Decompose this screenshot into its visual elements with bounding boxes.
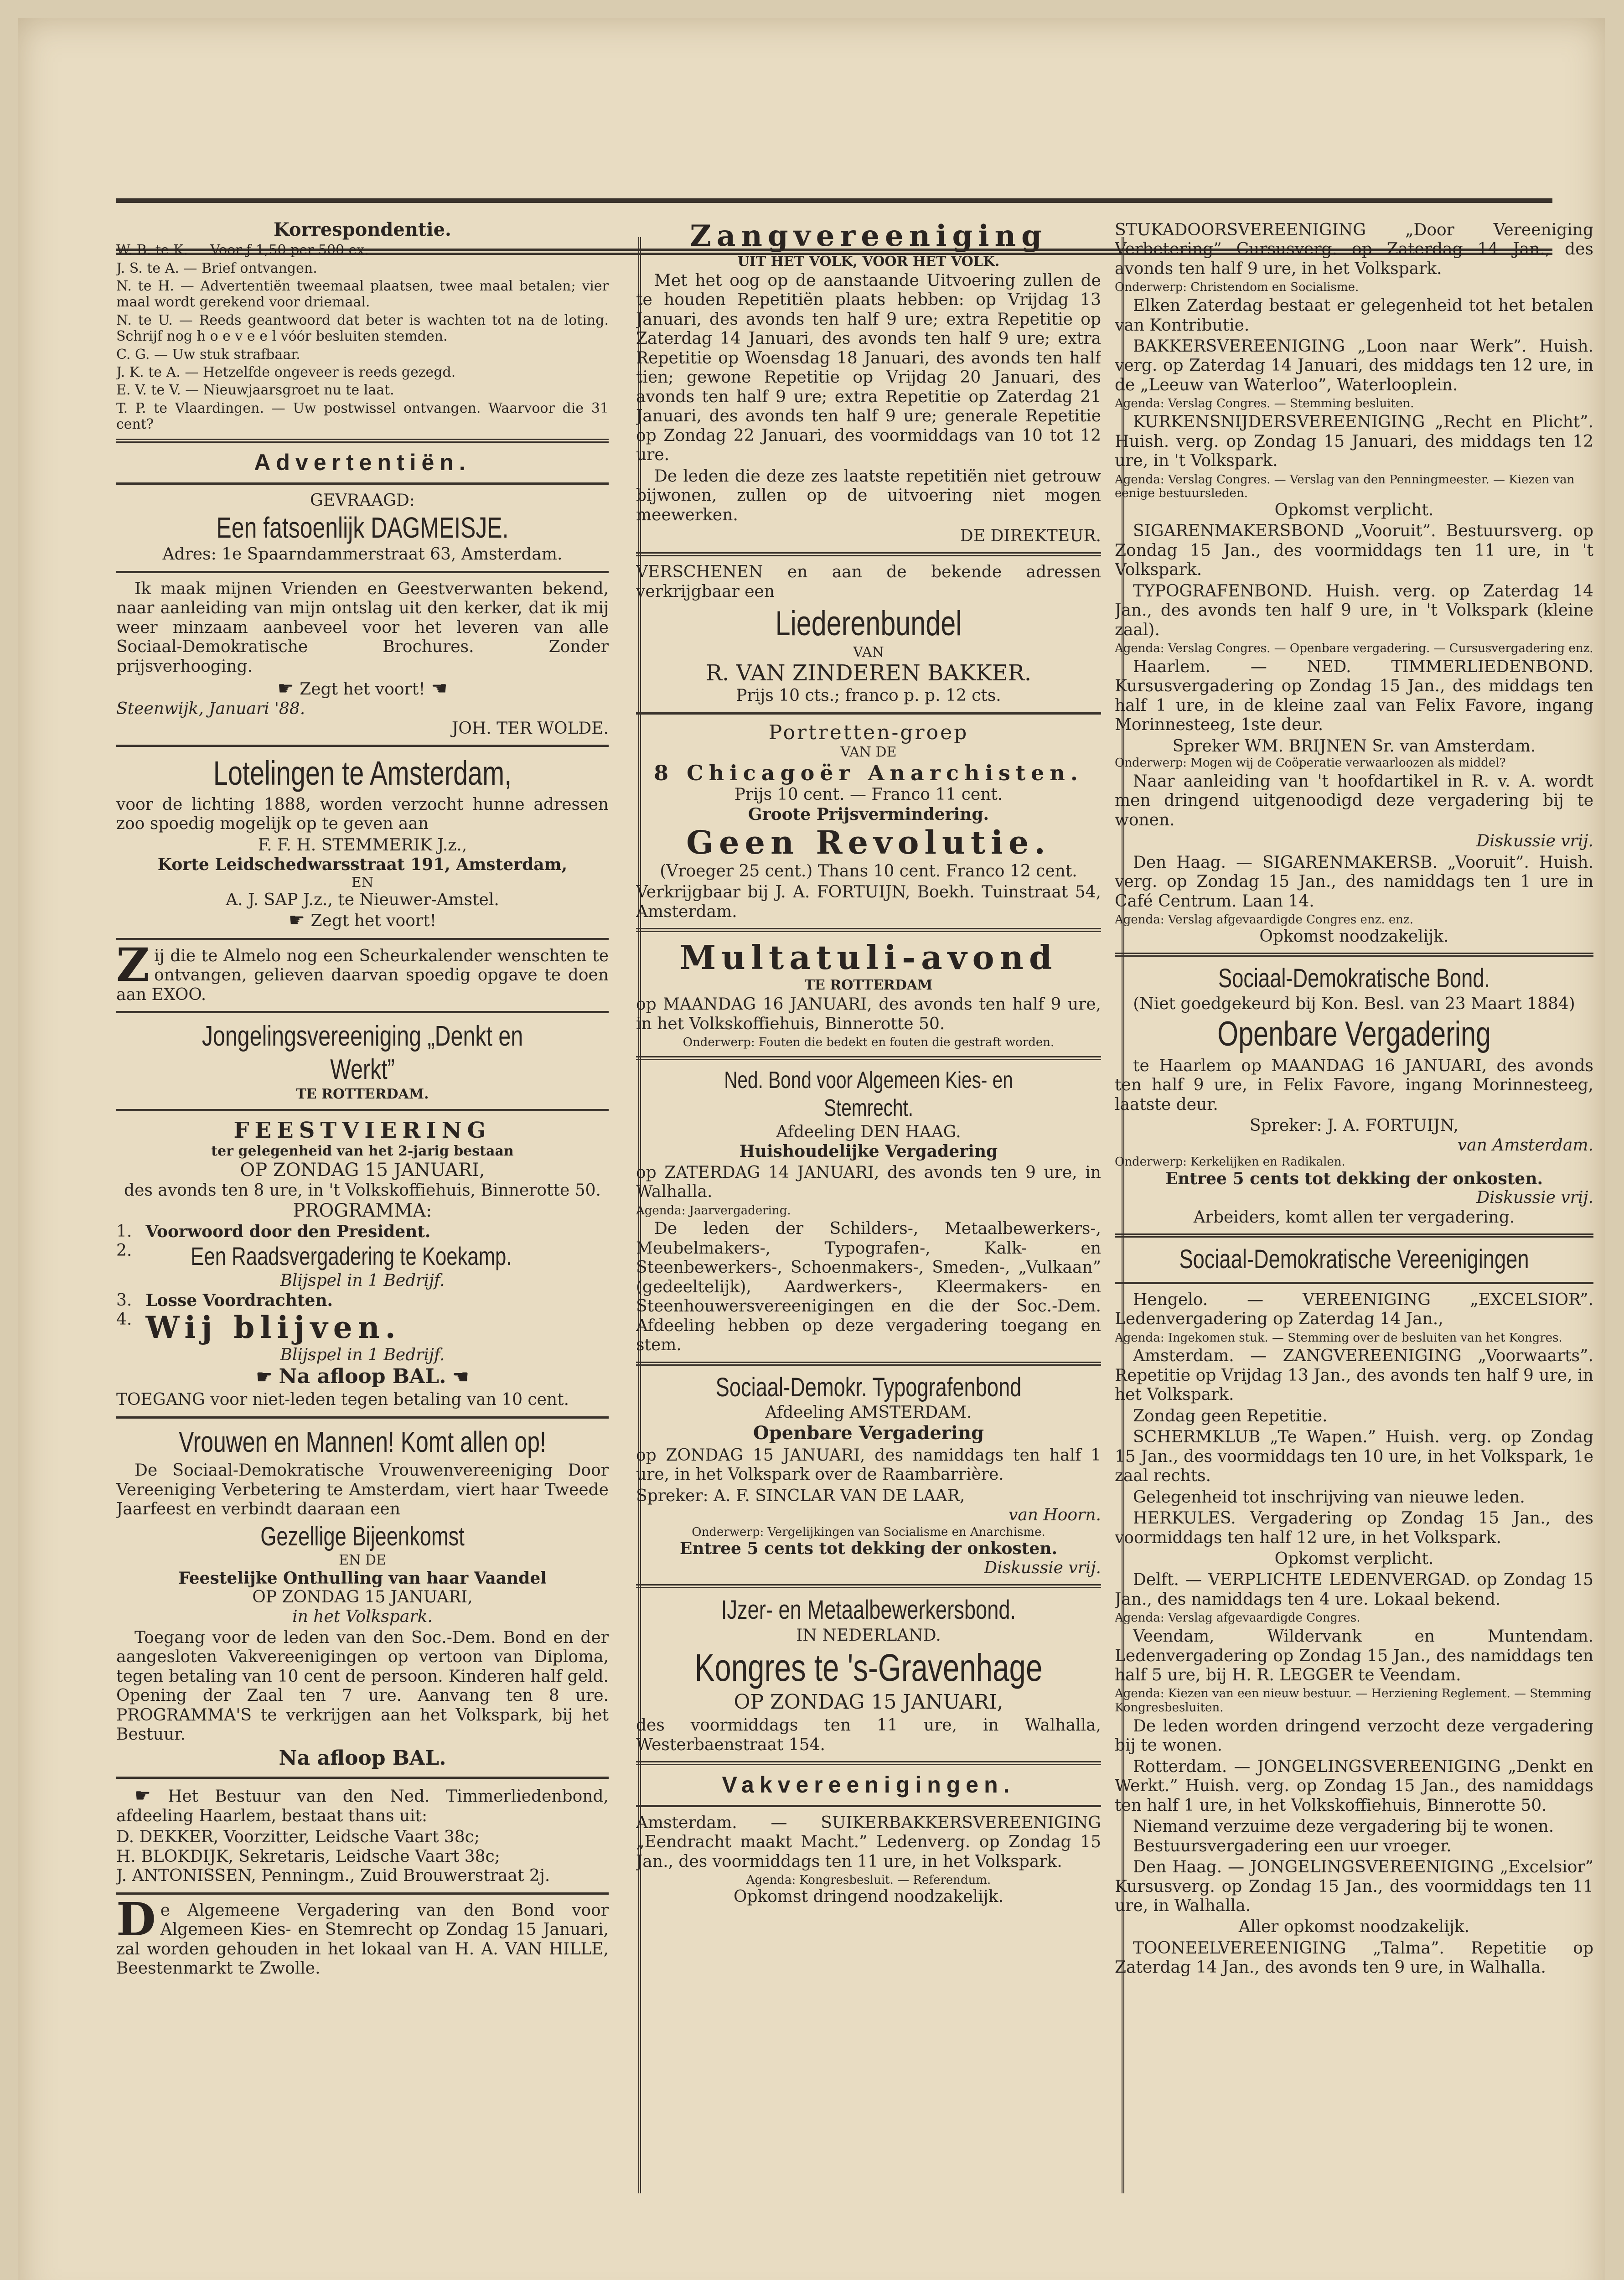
bestuur-line: Bestuursvergadering een uur vroeger. xyxy=(1133,1836,1452,1855)
feestviering-sub: ter gelegenheid van het 2-jarig bestaan xyxy=(211,1143,514,1160)
wolde-notice: Ik maak mijnen Vrienden en Geestverwanten bekend, naar aanleiding van mijn ontslag uit den kerker, dat ik mij weer minzaam aanbeveel voor het leveren van alle Sociaal-Demokratische Brochures. Zonder prijsverhooging. xyxy=(116,579,609,676)
brijnen-speaker: Spreker WM. BRIJNEN Sr. van Amsterdam. xyxy=(1172,736,1536,756)
schermklub-text: SCHERMKLUB „Te Wapen.” Huish. verg. op Zondag 15 Jan., des voormiddags ten 10 ure, in het Volkspark, 1e zaal rechts. xyxy=(1115,1428,1593,1486)
feestviering-time: des avonds ten 8 ure, in 't Volkskoffiehuis, Binnerotte 50. xyxy=(124,1181,601,1200)
jongelings-title: Jongelingsvereeniging „Denkt en Werkt” xyxy=(202,1021,523,1086)
column-3 xyxy=(1115,219,1593,2143)
herkules-text: HERKULES. Vergadering op Zondag 15 Jan., des voormiddags ten half 12 ure, in het Volkspark. xyxy=(1115,1509,1593,1547)
na-afloop xyxy=(116,1365,609,1389)
sdb-title: Sociaal-Demokratische Bond. xyxy=(1218,964,1490,994)
brijnen-subject: Onderwerp: Mogen wij de Coöperatie verwaarloozen als middel? xyxy=(1115,756,1506,770)
zang-text: Met het oog op de aanstaande Uitvoering zullen de te houden Repetitiën plaats hebben: op Vrijdag 13 Januari, des avonds ten half 9 ure; extra Repetitie op Zaterdag 14 Januari, des avonds ten half 9 ure; extra Repetitie op Woensdag 18 Januari, des avonds ten half tien; gewone Repetitie op Vrijdag 20 Januari, des avonds ten half 9 ure; extra Repetitie op Zaterdag 21 Januari, des avonds ten half 9 ure; generale Repetitie op Zondag 22 Januari, des voormiddags van 10 tot 12 ure. xyxy=(636,271,1101,465)
hengelo-text: Hengelo. — VEREENIGING „EXCELSIOR”. Ledenvergadering op Zaterdag 14 Jan., xyxy=(1115,1290,1593,1329)
zinderen-name: R. VAN ZINDEREN BAKKER. xyxy=(705,660,1032,686)
divider xyxy=(636,712,1101,715)
elken-text: Elken Zaterdag bestaat er gelegenheid tot het betalen van Kontributie. xyxy=(1115,296,1593,335)
item-text: Een Raadsvergadering te Koekamp. xyxy=(191,1242,512,1271)
bakkers-agenda: Agenda: Verslag Congres. — Stemming besluiten. xyxy=(1115,397,1414,411)
huishoudelijke-text2: De leden der Schilders-, Metaalbewerkers-, Meubelmakers-, Typografen-, Kalk- en Steenbewerkers-, Schoenmakers-, Smeden-, „Vulkaan” (gedeeltelijk), Aardwerkers-, Kleermakers- en Steenhouwersvereenigingen en die der Soc.-Dem. Afdeeling hebben op deze vergadering toegang en stem. xyxy=(636,1219,1101,1355)
ijzer-sub: IN NEDERLAND. xyxy=(796,1626,941,1645)
sigaren-text: SIGARENMAKERSBOND „Vooruit”. Bestuursverg. op Zondag 15 Jan., des voormiddags ten 11 ure, in 't Volkspark. xyxy=(1115,522,1593,580)
vrouwen-headline: Vrouwen en Mannen! Komt allen op! xyxy=(179,1425,546,1458)
timmer-row: J. ANTONISSEN, Penningm., Zuid Brouwerstraat 2j. xyxy=(116,1866,550,1886)
haarlem-text: Haarlem. — NED. TIMMERLIEDENBOND. Kursusvergadering op Zondag 15 Jan., des middags ten half 1 ure, in de kleine zaal van Felix Favore, ingang Morinnesteeg, 1ste deur. xyxy=(1115,657,1593,735)
programme-item xyxy=(116,1310,609,1346)
item-number: 2. xyxy=(116,1241,132,1260)
kongres-text: des voormiddags ten 11 ure, in Walhalla, Westerbaenstraat 154. xyxy=(636,1716,1101,1754)
divider xyxy=(636,1761,1101,1765)
zegt-text: Zegt het voort! xyxy=(300,680,425,699)
denhaag2-text: Den Haag. — JONGELINGSVEREENIGING „Excelsior” Kursusverg. op Zondag 15 Jan., des voormiddags ten 11 ure, in Walhalla. xyxy=(1115,1858,1593,1916)
diskussie-1: Diskussie vrij. xyxy=(1476,832,1593,851)
divider xyxy=(1115,1282,1593,1284)
price-2: Prijs 10 cent. — Franco 11 cent. xyxy=(734,785,1003,804)
arbeiders-line: Arbeiders, komt allen ter vergadering. xyxy=(1193,1207,1515,1227)
gelegenheid-line: Gelegenheid tot inschrijving van nieuwe leden. xyxy=(1133,1487,1525,1507)
veendam-agenda: Agenda: Kiezen van een nieuw bestuur. — Herziening Reglement. — Stemming Kongresbesluiten. xyxy=(1115,1687,1591,1715)
openbare-speaker-origin: van Hoorn. xyxy=(1008,1506,1101,1525)
zangvereeniging-title: Zangvereeniging xyxy=(690,219,1047,253)
openbare-speaker: Spreker: A. F. SINCLAR VAN DE LAAR, xyxy=(636,1486,965,1505)
corr-item: N. te U. — Reeds geantwoord dat beter is wachten tot na de loting. Schrijf nog h o e v e e l vóór besluiten stemden. xyxy=(116,312,609,345)
denhaag-agenda: Agenda: Verslag afgevaardigde Congres enz. enz. xyxy=(1115,913,1413,927)
corr-item: E. V. te V. — Nieuwjaarsgroet nu te laat. xyxy=(116,382,394,399)
opkomst-1: Opkomst verplicht. xyxy=(1274,500,1434,519)
divider xyxy=(636,1805,1101,1807)
sdb-text: te Haarlem op MAANDAG 16 JANUARI, des avonds ten half 9 ure, in Felix Favore, ingang Morinnesteeg, laatste deur. xyxy=(1115,1056,1593,1114)
lotelingen-name2: A. J. SAP J.z., te Nieuwer-Amstel. xyxy=(226,890,499,909)
dagmeisje-headline: Een fatsoenlijk DAGMEISJE. xyxy=(216,511,509,544)
divider xyxy=(116,1109,609,1111)
kongres-headline: Kongres te 's-Gravenhage xyxy=(694,1646,1043,1689)
deleden-text: De leden worden dringend verzocht deze vergadering bij te wonen. xyxy=(1115,1716,1593,1755)
bakkers-text: BAKKERSVEREENIGING „Loon naar Werk”. Huish. verg. op Zaterdag 14 Januari, des middags ten 12 ure, in de „Leeuw van Waterloo”, Waterlooplein. xyxy=(1115,337,1593,394)
programma-label: PROGRAMMA: xyxy=(293,1200,432,1222)
aller-line: Aller opkomst noodzakelijk. xyxy=(1238,1917,1470,1937)
pointing-hand-icon: ☛ xyxy=(134,1785,168,1806)
portretten-title: Portretten-groep xyxy=(768,720,969,744)
zang-text2: De leden die deze zes laatste repetitiën niet getrouw bijwonen, zullen op de uitvoering niet mogen meewerken. xyxy=(636,466,1101,524)
wolde-name: JOH. TER WOLDE. xyxy=(451,719,609,738)
corr-item: J. K. te A. — Hetzelfde ongeveer is reeds gezegd. xyxy=(116,364,456,380)
item-number: 4. xyxy=(116,1310,132,1329)
en-label: EN xyxy=(351,874,374,891)
timmer-row: H. BLOKDIJK, Sekretaris, Leidsche Vaart 38c; xyxy=(116,1847,500,1866)
item-text: Losse Voordrachten. xyxy=(145,1290,333,1310)
sdb-entree: Entree 5 cents tot dekking der onkosten. xyxy=(1165,1169,1543,1188)
pointing-hand-icon: ☛ xyxy=(256,1366,279,1388)
divider xyxy=(116,482,609,485)
multatuli-text: op MAANDAG 16 JANUARI, des avonds ten half 9 ure, in het Volkskoffiehuis, Binnerotte 50. xyxy=(636,995,1101,1033)
pointing-hand-icon: ☚ xyxy=(425,678,448,700)
groote-label: Groote Prijsvermindering. xyxy=(748,804,989,824)
divider xyxy=(116,439,609,443)
sdb-diskussie: Diskussie vrij. xyxy=(1476,1188,1593,1207)
typografenbond-title: Sociaal-Demokr. Typografenbond xyxy=(715,1372,1022,1402)
divider xyxy=(636,928,1101,932)
item-number: 1. xyxy=(116,1222,132,1241)
vakvereenigingen-title: Vakvereenigingen. xyxy=(722,1772,1015,1798)
stukadoors-subject: Onderwerp: Christendom en Socialisme. xyxy=(1115,280,1359,295)
van-label: VAN xyxy=(853,644,884,661)
bijeenkomst-headline: Gezellige Bijeenkomst xyxy=(260,1521,465,1551)
almelo-text: ij die te Almelo nog een Scheurkalender wenschten te ontvangen, gelieven daarvan spoedig opgave te doen aan EXOO. xyxy=(116,946,609,1004)
divider xyxy=(636,1584,1101,1588)
sdb-subject: Onderwerp: Kerkelijken en Radikalen. xyxy=(1115,1155,1345,1169)
niemand-line: Niemand verzuime deze vergadering bij te wonen. xyxy=(1133,1817,1554,1836)
na-afloop-2: Na afloop BAL. xyxy=(279,1746,446,1770)
liederenbundel-headline: Liederenbundel xyxy=(775,604,962,643)
openbare-entree: Entree 5 cents tot dekking der onkosten. xyxy=(679,1539,1058,1559)
verkrijgbaar-text: Verkrijgbaar bij J. A. FORTUIJN, Boekh. Tuinstraat 54, Amsterdam. xyxy=(636,883,1101,921)
zegt-text: Zegt het voort! xyxy=(310,912,437,931)
item-number: 3. xyxy=(116,1290,132,1310)
divider xyxy=(1115,953,1593,957)
divider xyxy=(636,552,1101,556)
chicago-title: 8 Chicagoër Anarchisten. xyxy=(654,760,1083,785)
na-afloop-text: Na afloop BAL. xyxy=(279,1365,446,1389)
kurken-text: KURKENSNIJDERSVEREENIGING „Recht en Plicht”. Huish. verg. op Zondag 15 Januari, des middags ten 12 ure, in 't Volkspark. xyxy=(1115,413,1593,471)
divider xyxy=(116,938,609,940)
multatuli-title: Multatuli-avond xyxy=(679,938,1058,977)
delft-agenda: Agenda: Verslag afgevaardigde Congres. xyxy=(1115,1611,1360,1625)
algemeene-text: e Algemeene Vergadering van den Bond voor Algemeen Kies- en Stemrecht op Zondag 15 Januari, zal worden gehouden in het lokaal van H. A. VAN HILLE, Beestenmarkt te Zwolle. xyxy=(116,1901,609,1978)
huishoudelijke-text: op ZATERDAG 14 JANUARI, des avonds ten 9 ure, in Walhalla. xyxy=(636,1163,1101,1202)
corr-item: J. S. te A. — Brief ontvangen. xyxy=(116,260,317,276)
timmer-row: D. DEKKER, Voorzitter, Leidsche Vaart 38c; xyxy=(116,1828,480,1847)
onthulling-place: in het Volkspark. xyxy=(292,1607,433,1626)
lotelingen-zegt xyxy=(116,910,609,931)
zondag-line: Zondag geen Repetitie. xyxy=(1133,1406,1328,1425)
item-text: Voorwoord door den President. xyxy=(145,1222,431,1241)
openbare-subject: Onderwerp: Vergelijkingen van Socialisme en Anarchisme. xyxy=(692,1525,1045,1539)
divider xyxy=(116,571,609,573)
onthulling-headline: Feestelijke Onthulling van haar Vaandel xyxy=(178,1568,547,1588)
tooneel-text: TOONEELVEREENIGING „Talma”. Repetitie op Zaterdag 14 Jan., des avonds ten 9 ure, in Walhalla. xyxy=(1115,1938,1593,1977)
huishoudelijke-agenda: Agenda: Jaarvergadering. xyxy=(636,1203,791,1218)
timmer-text-body: Het Bestuur van den Ned. Timmerliedenbond, afdeeling Haarlem, bestaat thans uit: xyxy=(116,1787,609,1825)
programme-item xyxy=(116,1291,609,1310)
kurken-agenda: Agenda: Verslag Congres. — Verslag van den Penningmeester. — Kiezen van eenige bestuursleden. xyxy=(1115,472,1575,501)
opkomst-3: Opkomst verplicht. xyxy=(1274,1549,1434,1568)
multatuli-place: TE ROTTERDAM xyxy=(804,977,933,994)
ned-bond-afd: Afdeeling DEN HAAG. xyxy=(776,1122,961,1141)
delft-text: Delft. — VERPLICHTE LEDENVERGAD. op Zondag 15 Jan., des namiddags ten 4 ure. Lokaal bekend. xyxy=(1115,1570,1593,1609)
direkteur: DE DIREKTEUR. xyxy=(960,527,1101,545)
typografen-agenda: Agenda: Verslag Congres. — Openbare vergadering. — Cursusvergadering enz. xyxy=(1115,642,1593,656)
verschenen-text: VERSCHENEN en aan de bekende adressen verkrijgbaar een xyxy=(636,563,1101,601)
hengelo-agenda: Agenda: Ingekomen stuk. — Stemming over de besluiten van het Kongres. xyxy=(1115,1331,1562,1345)
advertisements-title: Advertentiën. xyxy=(254,450,471,476)
typografenbond-afd: Afdeeling AMSTERDAM. xyxy=(765,1403,972,1422)
pointing-hand-icon: ☚ xyxy=(446,1366,469,1388)
sdb-sub: (Niet goedgekeurd bij Kon. Besl. van 23 Maart 1884) xyxy=(1133,994,1575,1013)
opkomst-2: Opkomst noodzakelijk. xyxy=(1259,927,1449,946)
column-1 xyxy=(116,219,609,2143)
feestviering-date: OP ZONDAG 15 JANUARI, xyxy=(240,1159,485,1181)
lotelingen-name1: F. F. H. STEMMERIK J.z., xyxy=(258,835,467,855)
correspondence-list xyxy=(116,242,609,432)
gevraagd-label: GEVRAAGD: xyxy=(310,491,415,510)
suiker-text: Amsterdam. — SUIKERBAKKERSVEREENIGING „Eendracht maakt Macht.” Ledenverg. op Zondag 15 Jan., des voormiddags ten 11 ure, in het Volkspark. xyxy=(636,1814,1101,1871)
feestviering-title: FEESTVIERING xyxy=(233,1117,491,1143)
naar-text: Naar aanleiding van 't hoofdartikel in R. v. A. wordt men dringend uitgenoodigd deze vergadering bij te wonen. xyxy=(1115,772,1593,829)
denhaag-text: Den Haag. — SIGARENMAKERSB. „Vooruit”. Huish. verg. op Zondag 15 Jan., des namiddags ten 1 ure in Café Centrum. Laan 14. xyxy=(1115,853,1593,911)
divider xyxy=(636,1056,1101,1060)
zangvereeniging-sub: UIT HET VOLK, VOOR HET VOLK. xyxy=(737,253,1000,269)
corr-item: W. B. te K. — Voor ƒ 1,50 per 500 ex. xyxy=(116,242,369,259)
vrouwen-text2: Toegang voor de leden van den Soc.-Dem. Bond en der aangesloten Vakvereenigingen op vertoon van Diploma, tegen betaling van 10 cent de persoon. Kinderen half geld. Opening der Zaal ten 7 ure. Aanvang ten 8 ure. PROGRAMMA'S te verkrijgen aan het Volkspark, bij het Bestuur. xyxy=(116,1628,609,1744)
toegang-text: TOEGANG voor niet-leden tegen betaling van 10 cent. xyxy=(116,1390,569,1409)
algemeene-notice xyxy=(116,1892,609,1979)
kongres-date: OP ZONDAG 15 JANUARI, xyxy=(734,1690,1003,1714)
corr-item: N. te H. — Advertentiën tweemaal plaatsen, twee maal betalen; vier maal wordt gerekend voor driemaal. xyxy=(116,278,609,311)
price-1: Prijs 10 cts.; franco p. p. 12 cts. xyxy=(736,686,1001,705)
sdb-speaker-origin: van Amsterdam. xyxy=(1457,1135,1593,1155)
rotterdam-text: Rotterdam. — JONGELINGSVEREENIGING „Denkt en Werkt.” Huish. verg. op Zondag 15 Jan., des namiddags ten half 1 ure, in het Volkskoffiehuis, Binnerotte 50. xyxy=(1115,1757,1593,1815)
dagmeisje-address: Adres: 1e Spaarndammerstraat 63, Amsterdam. xyxy=(162,545,563,564)
drop-cap: Z xyxy=(116,938,150,992)
programme-note: Blijspel in 1 Bedrijf. xyxy=(280,1345,445,1364)
lotelingen-address1: Korte Leidschedwarsstraat 191, Amsterdam, xyxy=(157,855,568,875)
openbare-diskussie: Diskussie vrij. xyxy=(984,1558,1101,1577)
wolde-place: Steenwijk, Januari '88. xyxy=(116,700,305,719)
divider xyxy=(116,1416,609,1419)
sdb-speaker: Spreker: J. A. FORTUIJN, xyxy=(1249,1116,1459,1135)
correspondence-title: Korrespondentie. xyxy=(274,219,451,240)
item-text: Wij blijven. xyxy=(145,1310,401,1346)
divider xyxy=(116,1892,609,1895)
geen-price: (Vroeger 25 cent.) Thans 10 cent. Franco 12 cent. xyxy=(660,861,1077,881)
openbare-title: Openbare Vergadering xyxy=(753,1422,984,1444)
onthulling-date: OP ZONDAG 15 JANUARI, xyxy=(252,1588,473,1607)
vrouwen-text: De Sociaal-Demokratische Vrouwenvereeniging Door Vereeniging Verbetering te Amsterdam, viert haar Tweede Jaarfeest en verbindt daaraan een xyxy=(116,1461,609,1519)
amsterdam-text: Amsterdam. — ZANGVEREENIGING „Voorwaarts”. Repetitie op Vrijdag 13 Jan., des avonds ten half 9 ure, in het Volkspark. xyxy=(1115,1347,1593,1404)
corr-item: T. P. te Vlaardingen. — Uw postwissel ontvangen. Waarvoor die 31 cent? xyxy=(116,400,609,433)
divider xyxy=(116,745,609,747)
sdb-openbare: Openbare Vergadering xyxy=(1217,1015,1491,1054)
en-de-label: EN DE xyxy=(339,1552,386,1569)
suiker-agenda: Agenda: Kongresbesluit. — Referendum. xyxy=(746,1873,991,1887)
geen-revolutie-title: Geen Revolutie. xyxy=(686,824,1051,862)
stukadoors-text: STUKADOORSVEREENIGING „Door Vereeniging Verbetering” Cursusverg. op Zaterdag 14 Jan., des avonds ten half 9 ure, in het Volkspark. xyxy=(1115,221,1593,278)
drop-cap: D xyxy=(116,1892,156,1946)
corr-item: C. G. — Uw stuk strafbaar. xyxy=(116,346,300,363)
divider xyxy=(116,1777,609,1779)
pointing-hand-icon: ☛ xyxy=(288,910,311,931)
almelo-notice xyxy=(116,938,609,1005)
programme-item xyxy=(116,1222,609,1241)
column-2 xyxy=(636,219,1101,2143)
openbare-text: op ZONDAG 15 JANUARI, des namiddags ten half 1 ure, in het Volkspark over de Raambarrière. xyxy=(636,1446,1101,1484)
divider xyxy=(116,1011,609,1013)
ijzer-title: IJzer- en Metaalbewerkersbond. xyxy=(721,1595,1016,1625)
suiker-opkomst: Opkomst dringend noodzakelijk. xyxy=(733,1887,1004,1907)
veendam-text: Veendam, Wildervank en Muntendam. Ledenvergadering op Zondag 15 Jan., des namiddags ten half 5 ure, bij H. R. LEGGER te Veendam. xyxy=(1115,1627,1593,1684)
divider xyxy=(636,1362,1101,1366)
lotelingen-text: voor de lichting 1888, worden verzocht hunne adressen zoo spoedig mogelijk op te geven aan xyxy=(116,795,609,834)
programme-note: Blijspel in 1 Bedrijf. xyxy=(280,1271,445,1290)
multatuli-subject: Onderwerp: Fouten die bedekt en fouten die gestraft worden. xyxy=(683,1036,1055,1050)
divider xyxy=(1115,1233,1593,1238)
typografen-text: TYPOGRAFENBOND. Huish. verg. op Zaterdag 14 Jan., des avonds ten half 9 ure, in 't Volkspark (kleine zaal). xyxy=(1115,581,1593,639)
zegt-line xyxy=(116,678,609,700)
huishoudelijke-title: Huishoudelijke Vergadering xyxy=(739,1142,998,1161)
sdv-title: Sociaal-Demokratische Vereenigingen xyxy=(1179,1244,1529,1275)
jongelings-place: TE ROTTERDAM. xyxy=(296,1086,429,1103)
timmer-text xyxy=(116,1785,609,1826)
lotelingen-headline: Lotelingen te Amsterdam, xyxy=(213,754,512,793)
programme-item xyxy=(116,1241,609,1271)
van-de-label: VAN DE xyxy=(840,744,897,761)
ned-bond-title: Ned. Bond voor Algemeen Kies- en Stemrecht. xyxy=(724,1067,1013,1122)
pointing-hand-icon: ☛ xyxy=(277,678,300,700)
